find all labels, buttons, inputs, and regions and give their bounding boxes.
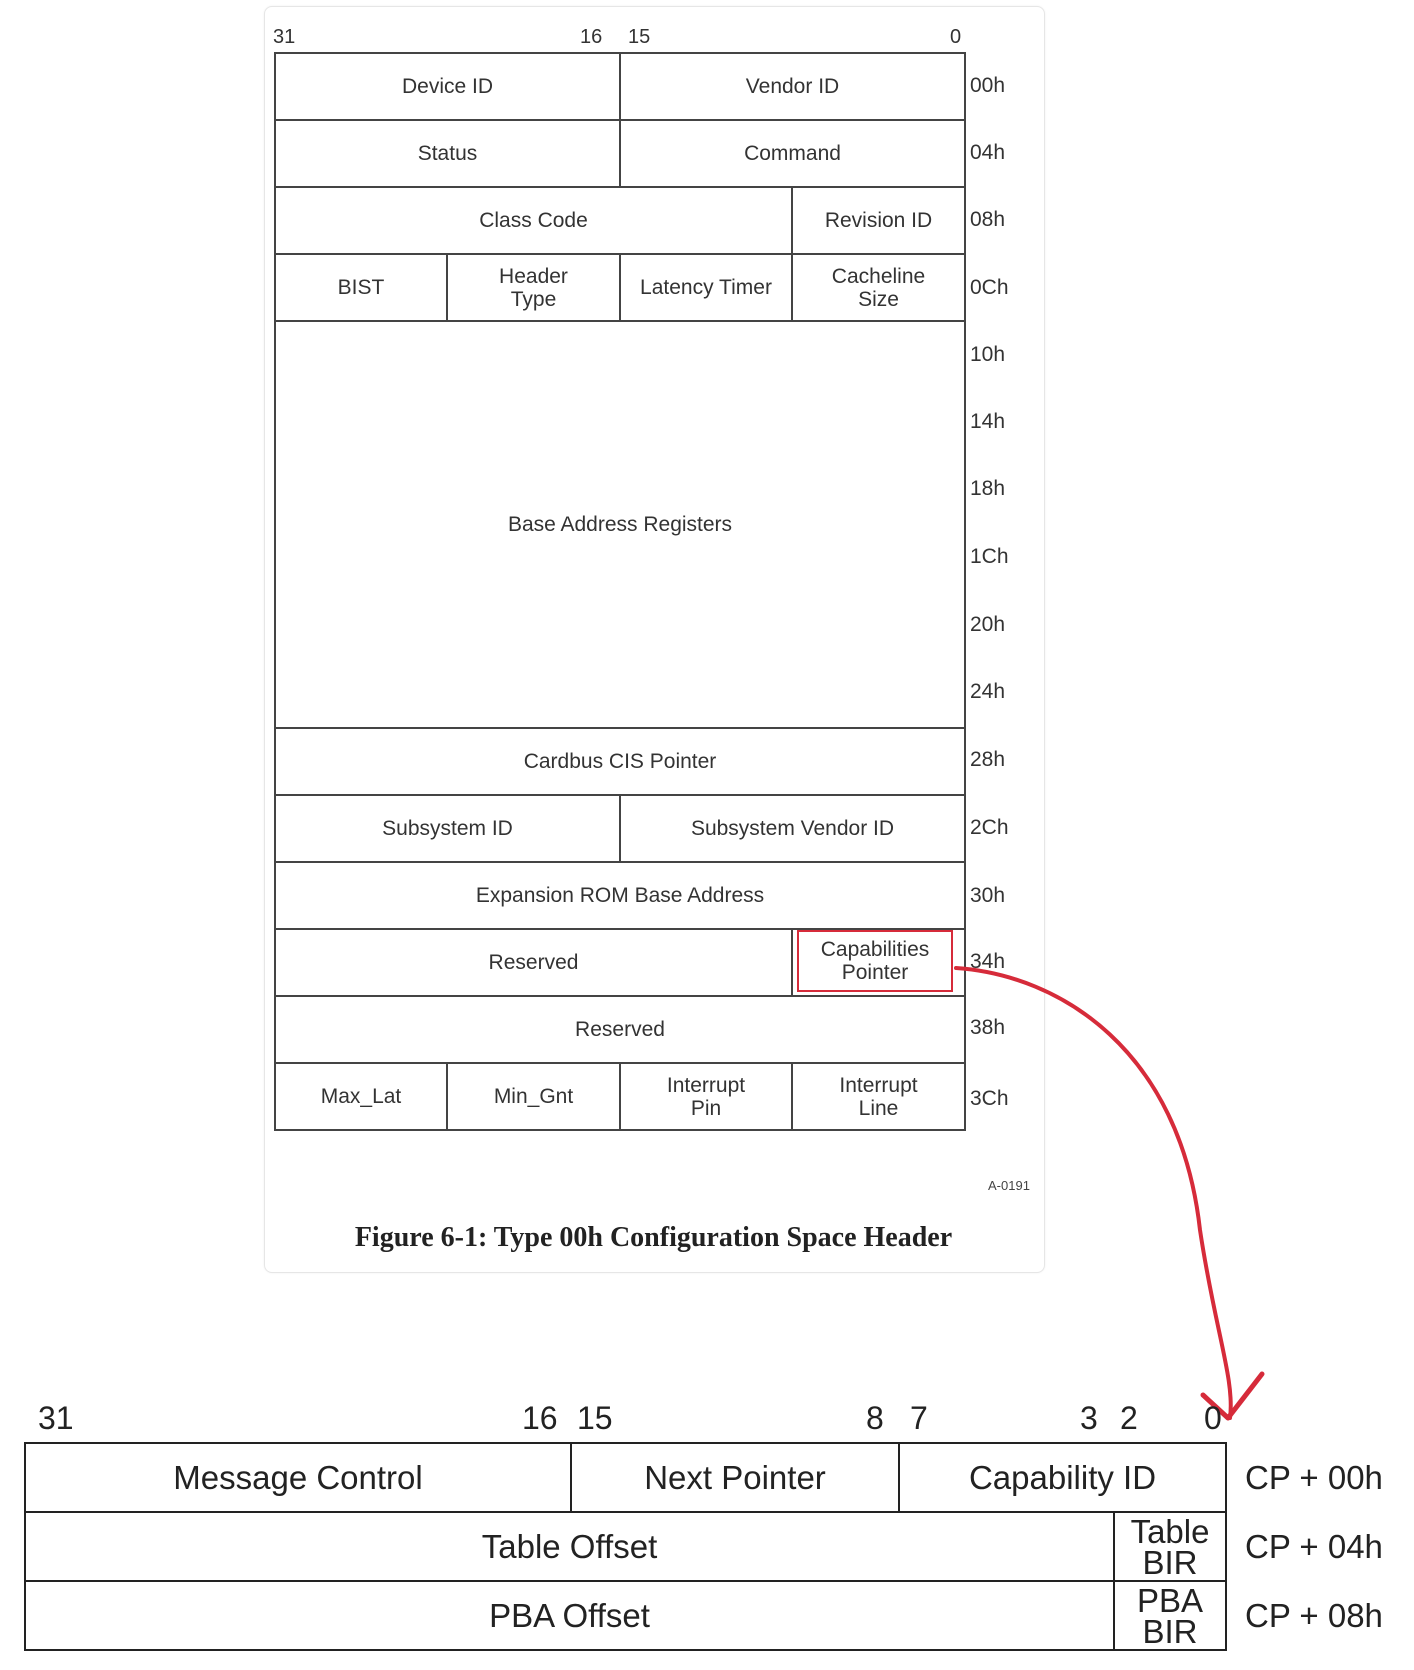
min-gnt-field: Min_Gnt — [446, 1062, 621, 1131]
offset-08h: 08h — [970, 208, 1006, 231]
command-field: Command — [619, 119, 966, 188]
reserved-38-field: Reserved — [274, 995, 966, 1064]
pba-bir-field: PBA BIR — [1113, 1580, 1227, 1651]
interrupt-pin-field: Interrupt Pin — [619, 1062, 793, 1131]
offset-cp-08h: CP + 08h — [1245, 1597, 1383, 1634]
figure-id: A-0191 — [988, 1178, 1030, 1193]
interrupt-line-field: Interrupt Line — [791, 1062, 966, 1131]
max-lat-field: Max_Lat — [274, 1062, 448, 1131]
bit-label-7: 7 — [910, 1400, 928, 1436]
offset-34h: 34h — [970, 950, 1006, 973]
offset-2ch: 2Ch — [970, 816, 1009, 839]
bit-label-15: 15 — [628, 26, 651, 48]
base-address-registers-field: Base Address Registers — [274, 320, 966, 729]
subsystem-vendor-id-field: Subsystem Vendor ID — [619, 794, 966, 863]
offset-cp-04h: CP + 04h — [1245, 1528, 1383, 1565]
table-offset-field: Table Offset — [24, 1511, 1115, 1582]
header-type-field: Header Type — [446, 253, 621, 322]
offset-cp-00h: CP + 00h — [1245, 1459, 1383, 1496]
bit-label-3: 3 — [1080, 1400, 1098, 1436]
bit-label-8: 8 — [866, 1400, 884, 1436]
bit-label-0: 0 — [950, 26, 962, 48]
pba-offset-field: PBA Offset — [24, 1580, 1115, 1651]
offset-3ch: 3Ch — [970, 1087, 1009, 1110]
offset-18h: 18h — [970, 477, 1006, 500]
class-code-field: Class Code — [274, 186, 793, 255]
message-control-field: Message Control — [24, 1442, 572, 1513]
latency-timer-field: Latency Timer — [619, 253, 793, 322]
bit-label-31: 31 — [273, 26, 296, 48]
bit-label-15: 15 — [577, 1400, 613, 1436]
expansion-rom-field: Expansion ROM Base Address — [274, 861, 966, 930]
bit-label-16: 16 — [580, 26, 603, 48]
offset-10h: 10h — [970, 343, 1006, 366]
cacheline-size-field: Cacheline Size — [791, 253, 966, 322]
offset-0ch: 0Ch — [970, 276, 1009, 299]
bit-label-0: 0 — [1204, 1400, 1222, 1436]
offset-14h: 14h — [970, 410, 1006, 433]
next-pointer-field: Next Pointer — [570, 1442, 900, 1513]
cardbus-cis-pointer-field: Cardbus CIS Pointer — [274, 727, 966, 796]
offset-38h: 38h — [970, 1016, 1006, 1039]
offset-30h: 30h — [970, 884, 1006, 907]
vendor-id-field: Vendor ID — [619, 52, 966, 121]
bit-label-2: 2 — [1120, 1400, 1138, 1436]
capabilities-pointer-field: Capabilities Pointer — [797, 930, 953, 992]
bist-field: BIST — [274, 253, 448, 322]
offset-1ch: 1Ch — [970, 545, 1009, 568]
capability-id-field: Capability ID — [898, 1442, 1227, 1513]
bit-label-31: 31 — [38, 1400, 74, 1436]
offset-04h: 04h — [970, 141, 1006, 164]
bit-label-16: 16 — [522, 1400, 558, 1436]
revision-id-field: Revision ID — [791, 186, 966, 255]
offset-28h: 28h — [970, 748, 1006, 771]
offset-00h: 00h — [970, 74, 1006, 97]
figure-caption: Figure 6-1: Type 00h Configuration Space Header — [354, 1222, 953, 1253]
table-bir-field: Table BIR — [1113, 1511, 1227, 1582]
status-field: Status — [274, 119, 621, 188]
subsystem-id-field: Subsystem ID — [274, 794, 621, 863]
offset-20h: 20h — [970, 613, 1006, 636]
offset-24h: 24h — [970, 680, 1006, 703]
device-id-field: Device ID — [274, 52, 621, 121]
reserved-34-field: Reserved — [274, 928, 793, 997]
